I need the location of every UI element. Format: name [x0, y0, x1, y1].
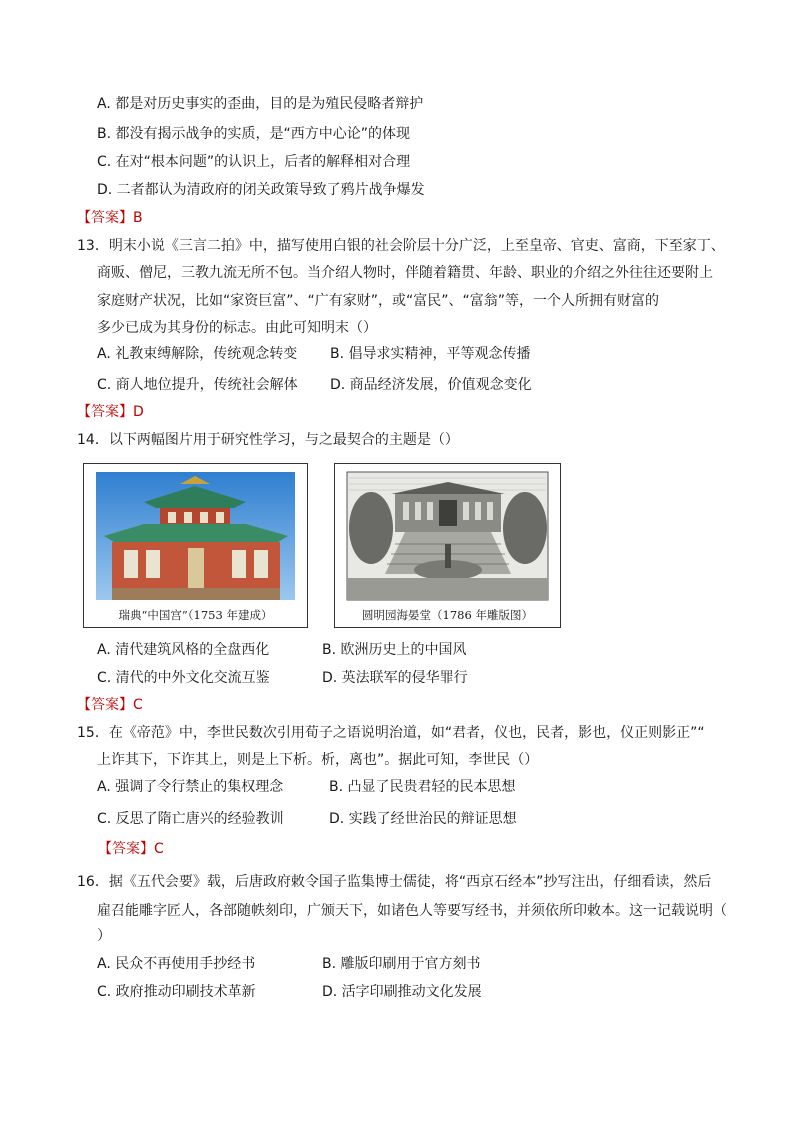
answer-label: 【答案】: [77, 697, 133, 713]
q16-stem-line: 雇召能雕字匠人，各部随帙刻印，广颁天下，如诸色人等要写经书，并须依所印敕本。这一记载说明（: [97, 903, 727, 919]
q16-option-d: D. 活字印刷推动文化发展: [322, 984, 482, 1000]
answer-label: 【答案】: [77, 210, 133, 226]
q15-option-b: B. 凸显了民贵君轻的民本思想: [329, 779, 516, 795]
q13-option-c: C. 商人地位提升，传统社会解体: [97, 377, 298, 393]
q13-stem-line: 商贩、僧尼，三教九流无所不包。当介绍人物时，伴随着籍贯、年龄、职业的介绍之外往往还要附上: [97, 265, 713, 281]
answer-letter: C: [154, 841, 164, 857]
q15-stem-line: 上诈其下，下诈其上，则是上下析。析，离也”。据此可知，李世民（）: [97, 752, 539, 768]
q13-option-d: D. 商品经济发展，价值观念变化: [330, 377, 532, 393]
q14-answer: [77, 695, 143, 715]
q16-stem-line: 16．据《五代会要》载，后唐政府敕令国子监集博士儒徒，将“西京石经本”抄写注出，仔细看读，然后: [77, 874, 712, 890]
haiyan-hall-engraving: [335, 464, 560, 604]
answer-letter: C: [133, 697, 143, 713]
q15-option-c: C. 反思了隋亡唐兴的经验教训: [97, 811, 284, 827]
q14-option-a: A. 清代建筑风格的全盘西化: [97, 642, 270, 658]
photo-caption: 瑞典“中国宫”（1753 年建成）: [118, 608, 273, 622]
photo-caption: 圆明园海晏堂（1786 年雕版图）: [362, 608, 533, 622]
q16-option-c: C. 政府推动印刷技术革新: [97, 984, 256, 1000]
answer-letter: B: [133, 210, 143, 226]
q13-stem-line: 多少已成为其身份的标志。由此可知明末（）: [97, 320, 377, 336]
q13-option-b: B. 倡导求实精神，平等观念传播: [330, 346, 531, 362]
q12-option-d: D. 二者都认为清政府的闭关政策导致了鸦片战争爆发: [97, 182, 425, 198]
q16-stem-line: ）: [97, 928, 111, 944]
q12-option-c: C. 在对“根本问题”的认识上，后者的解释相对合理: [97, 154, 411, 170]
q13-stem-line: 13．明末小说《三言二拍》中，描写使用白银的社会阶层十分广泛，上至皇帝、官吏、富商，下至家丁、: [77, 238, 725, 254]
q14-option-b: B. 欧洲历史上的中国风: [322, 642, 467, 658]
answer-label: 【答案】: [77, 404, 133, 420]
q13-answer: [77, 402, 144, 422]
q12-option-b: B. 都没有揭示战争的实质，是“西方中心论”的体现: [97, 126, 411, 142]
q15-stem-line: 15．在《帝范》中，李世民数次引用荀子之语说明治道，如“君者，仪也，民者，影也，仪正则影正”“: [77, 725, 705, 741]
q12-option-a: A. 都是对历史事实的歪曲，目的是为殖民侵略者辩护: [97, 96, 424, 112]
q15-option-a: A. 强调了令行禁止的集权理念: [97, 779, 284, 795]
chinese-pavilion-image: [84, 464, 307, 604]
q14-stem-line: 14．以下两幅图片用于研究性学习，与之最契合的主题是（）: [77, 432, 459, 448]
answer-letter: D: [133, 404, 144, 420]
photo-haiyan-hall: [334, 463, 561, 628]
q12-answer: [77, 208, 143, 228]
q15-answer: [98, 839, 164, 859]
q15-option-d: D. 实践了经世治民的辩证思想: [329, 811, 517, 827]
q16-option-b: B. 雕版印刷用于官方刻书: [322, 956, 481, 972]
q13-stem-line: 家庭财产状况，比如“家资巨富”、“广有家财”，或“富民”、“富翁”等，一个人所拥有财富的: [97, 293, 660, 309]
answer-label: 【答案】: [98, 841, 154, 857]
q13-option-a: A. 礼教束缚解除，传统观念转变: [97, 346, 298, 362]
q14-option-c: C. 清代的中外文化交流互鉴: [97, 670, 270, 686]
q14-option-d: D. 英法联军的侵华罪行: [322, 670, 468, 686]
q16-option-a: A. 民众不再使用手抄经书: [97, 956, 256, 972]
photo-chinese-pavilion: [83, 463, 308, 628]
